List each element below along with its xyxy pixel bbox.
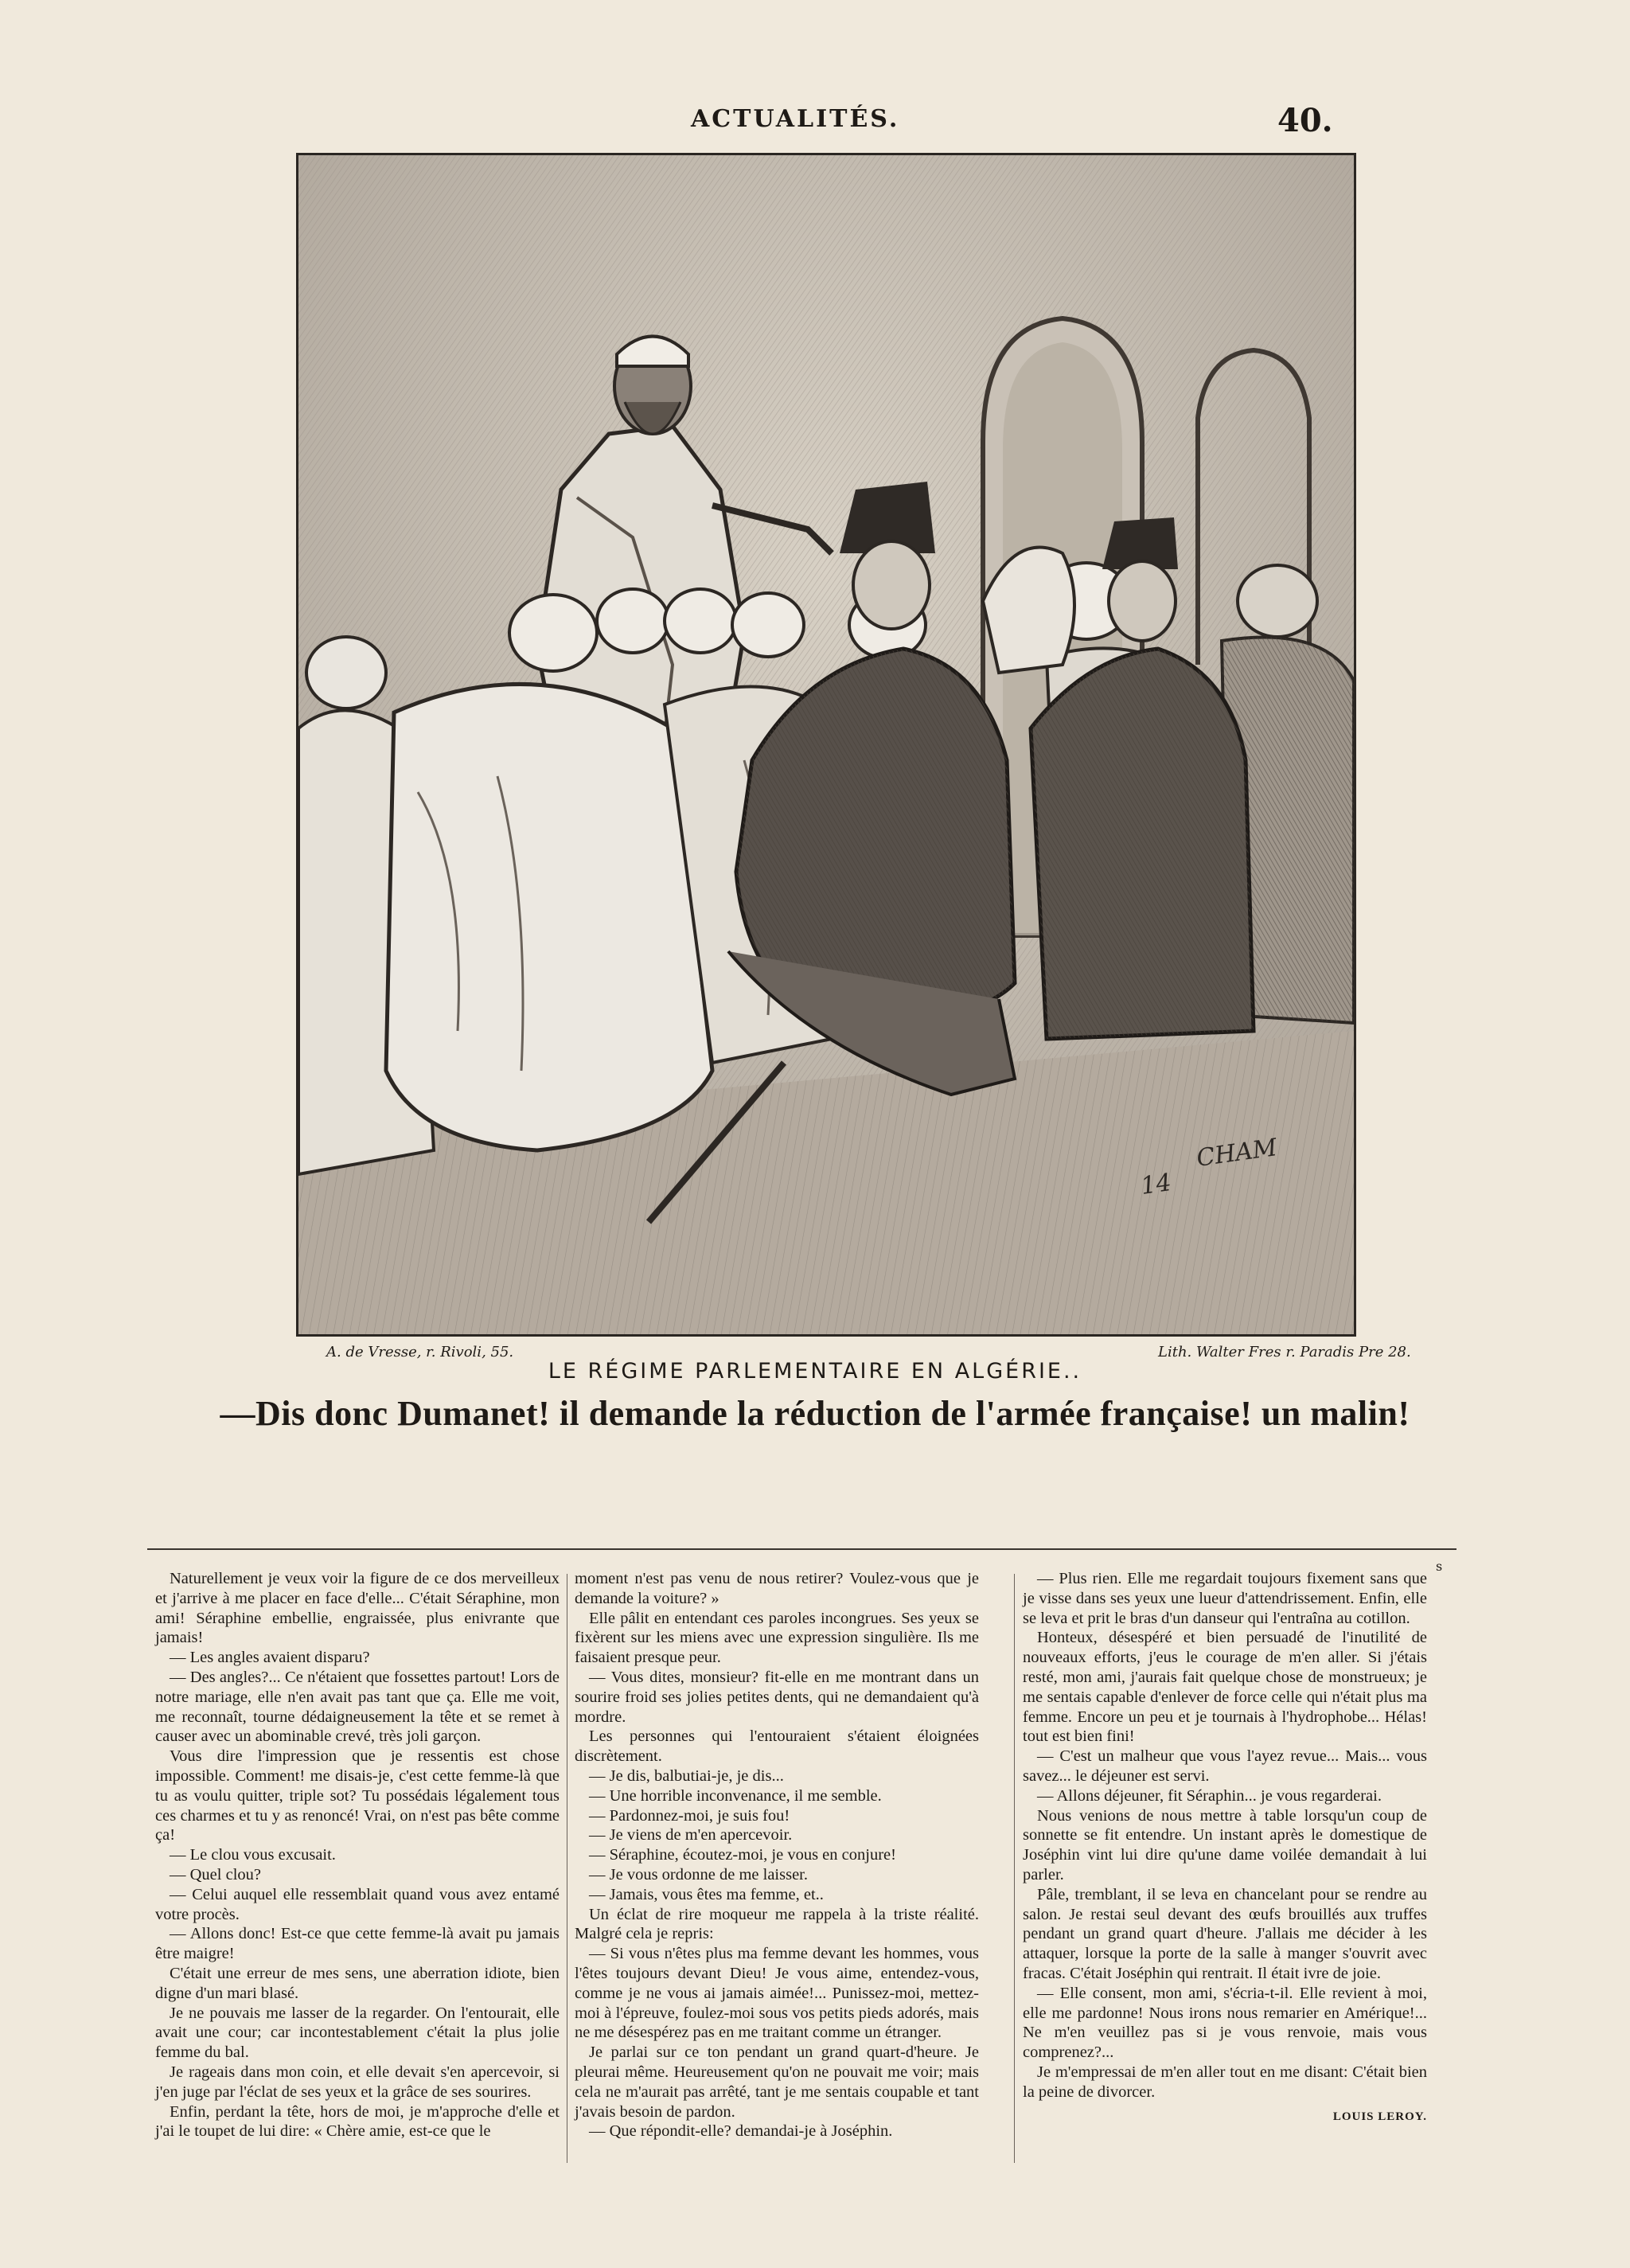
paragraph: Un éclat de rire moqueur me rappela à la triste réalité. Malgré cela je repris:: [575, 1905, 979, 1943]
signature-number: 14: [1139, 1168, 1173, 1200]
paragraph: Enfin, perdant la tête, hors de moi, je m'approche d'elle et j'ai le toupet de lui dire: « Chère amie, est-ce que le: [155, 2102, 560, 2141]
paragraph: Je ne pouvais me lasser de la regarder. On l'entourait, elle avait une cour; car incontestablement c'était la plus jolie femme du bal.: [155, 2004, 560, 2062]
paragraph: — Que répondit-elle? demandai-je à Joséphin.: [589, 2122, 893, 2141]
paragraph: — Séraphine, écoutez-moi, je vous en conjure!: [589, 1846, 896, 1864]
paragraph: C'était une erreur de mes sens, une aberration idiote, bien digne d'un mari blasé.: [155, 1964, 560, 2002]
printer-credit: Lith. Walter Fres r. Paradis Pre 28.: [1158, 1344, 1411, 1360]
publisher-credit: A. de Vresse, r. Rivoli, 55.: [326, 1344, 514, 1360]
section-divider: [147, 1548, 1456, 1550]
paragraph: Je rageais dans mon coin, et elle devait s'en apercevoir, si j'en juge par l'éclat de ses yeux et la grâce de ses sourires.: [155, 2063, 560, 2101]
column-divider: [1014, 1574, 1015, 2163]
paragraph: Je parlai sur ce ton pendant un grand quart-d'heure. Je pleurai même. Heureusement qu'on ne pouvait me voir; mais cela ne m'aurait pas arrêté, tant je me sentais coupable et tant j'avais besoin de pardon.: [575, 2044, 979, 2121]
paragraph: — Les angles avaient disparu?: [170, 1649, 370, 1667]
paragraph: — Je viens de m'en apercevoir.: [589, 1826, 793, 1844]
page-number: 40.: [1277, 102, 1333, 139]
lithograph-illustration: [296, 153, 1356, 1337]
caption-title: LE RÉGIME PARLEMENTAIRE EN ALGÉRIE..: [548, 1359, 1082, 1384]
paragraph: — Allons donc! Est-ce que cette femme-là avait pu jamais être maigre!: [155, 1925, 560, 1963]
paragraph: Nous venions de nous mettre à table lorsqu'un coup de sonnette se fit entendre. Un instant après le domestique de Joséphin vint lui dire qu'une dame voilée demandait à lui parler.: [1023, 1806, 1427, 1883]
paragraph: — Une horrible inconvenance, il me semble.: [589, 1786, 882, 1805]
paragraph: — C'est un malheur que vous l'ayez revue... Mais... vous savez... le déjeuner est servi.: [1023, 1747, 1427, 1785]
paragraph: — Elle consent, mon ami, s'écria-t-il. Elle revient à moi, elle me pardonne! Nous irons nous remarier en Amérique!... Ne m'en veuillez pas si je vous renvoie, mais vous comprenez?...: [1023, 1984, 1427, 2062]
text-column-2: [575, 1569, 979, 2141]
paragraph: — Des angles?... Ce n'étaient que fossettes partout! Lors de notre mariage, elle n'en avait pas tant que ça. Elle me voit, me reconnaît, tourne dédaigneusement la tête et se remet à causer avec un abominable crevé, très joli garçon.: [155, 1668, 560, 1746]
paragraph: — Je vous ordonne de me laisser.: [589, 1865, 808, 1883]
paragraph: Pâle, tremblant, il se leva en chancelant pour se rendre au salon. Je restai seul devant des œufs brouillés aux truffes pendant un grand quart d'heure. J'allais me décider à les attaquer, lorsque la porte de la salle à manger s'ouvrit avec fracas. C'était Joséphin qui rentrait. Il était ivre de joie.: [1023, 1885, 1427, 1982]
paragraph: moment n'est pas venu de nous retirer? Voulez-vous que je demande la voiture? »: [575, 1570, 979, 1607]
paragraph: Naturellement je veux voir la figure de ce dos merveilleux et j'arrive à me placer en face d'elle... C'était Séraphine, mon ami! Séraphine embellie, engraissée, plus enivrante que jamais!: [155, 1570, 560, 1647]
column-marker: s: [1436, 1559, 1443, 1574]
paragraph: — Le clou vous excusait.: [170, 1846, 336, 1864]
section-title: ACTUALITÉS.: [691, 105, 900, 133]
paragraph: — Vous dites, monsieur? fit-elle en me montrant dans un sourire froid ses jolies petites dents, qui ne demandaient qu'à mordre.: [575, 1668, 979, 1726]
caption-dialogue: —Dis donc Dumanet! il demande la réduction de l'armée française! un malin!: [220, 1394, 1410, 1433]
paragraph: — Si vous n'êtes plus ma femme devant les hommes, vous l'êtes toujours devant Dieu! Je vous aime, entendez-vous, comme je ne vous ai jamais aimée!... Punissez-moi, mettez-moi à l'épreuve, foulez-moi sous vos petits pieds adorés, mais ne me désespérez pas en me traitant comme un étranger.: [575, 1945, 979, 2042]
paragraph: — Je dis, balbutiai-je, je dis...: [589, 1766, 784, 1785]
paragraph: Elle pâlit en entendant ces paroles incongrues. Ses yeux se fixèrent sur les miens avec une expression singulière. Ils me faisaient presque peur.: [575, 1609, 979, 1667]
paragraph: Vous dire l'impression que je ressentis est chose impossible. Comment! me disais-je, c'est cette femme-là que tu as voulu quitter, triple sot? Tu possédais légalement tous ces charmes et tu y as renoncé! Vrai, on n'est pas bête comme ça!: [155, 1747, 560, 1844]
paragraph: — Celui auquel elle ressemblait quand vous avez entamé votre procès.: [155, 1885, 560, 1923]
paragraph: — Plus rien. Elle me regardait toujours fixement sans que je visse dans ses yeux une lueur d'attendrissement. Enfin, elle se leva et prit le bras d'un danseur qui l'entraîna au cotillon.: [1023, 1570, 1427, 1627]
paragraph: Honteux, désespéré et bien persuadé de l'inutilité de nouveaux efforts, j'eus le courage de m'en aller. Si j'étais resté, mon ami, j'aurais fait quelque chose de monstrueux; je me sentais capable d'enlever de force celle qui n'était plus ma femme. Encore un peu et je tournais à l'hydrophobe... Hélas! tout est bien fini!: [1023, 1629, 1427, 1746]
paragraph: Je m'empressai de m'en aller tout en me disant: C'était bien la peine de divorcer.: [1023, 2063, 1427, 2101]
paragraph: — Pardonnez-moi, je suis fou!: [589, 1806, 790, 1825]
text-column-1: [155, 1569, 560, 2141]
paragraph: — Quel clou?: [170, 1865, 261, 1883]
author-signature: LOUIS LEROY.: [1332, 2110, 1427, 2123]
signature-text: CHAM: [1195, 1134, 1279, 1173]
text-column-3: [1023, 1569, 1427, 2126]
paragraph: Les personnes qui l'entouraient s'étaient éloignées discrètement.: [575, 1727, 979, 1766]
page-header: [0, 102, 1630, 145]
paragraph: — Allons déjeuner, fit Séraphin... je vous regarderai.: [1037, 1786, 1382, 1805]
illustration-drawing: [298, 155, 1354, 1334]
paragraph: — Jamais, vous êtes ma femme, et..: [589, 1885, 824, 1903]
